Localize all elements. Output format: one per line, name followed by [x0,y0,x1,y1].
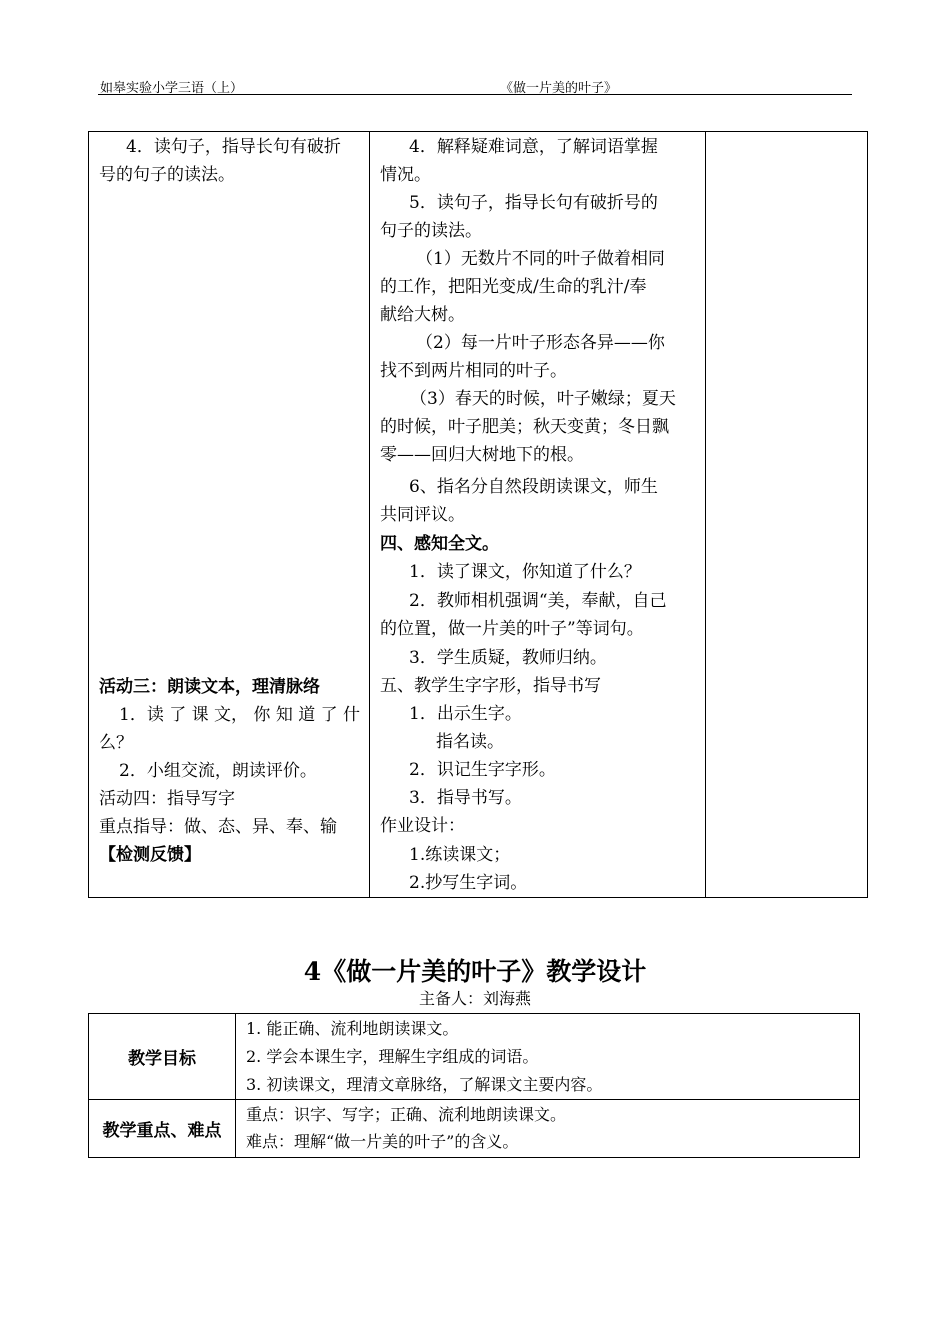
section-heading: 四、感知全文。 [380,534,499,554]
page-header [98,76,852,95]
text-line: （3）春天的时候，叶子嫩绿；夏天 [410,389,676,409]
text-line: 1．读了课文，你知道了什么？ [409,562,641,582]
objectives-table [88,1013,860,1158]
objectives-content [236,1014,859,1099]
text-line: 的工作，把阳光变成/生命的乳汁/奉 [380,277,647,297]
text-line: 句子的读法。 [380,221,482,241]
text-line: 的位置，做一片美的叶子”等词句。 [380,619,644,639]
lesson-process-table [88,131,868,898]
text-line: 重点指导：做、态、异、奉、输 [99,817,337,837]
objective-item: 2. 学会本课生字，理解生字组成的词语。 [246,1047,539,1066]
text-line: 3．学生质疑，教师归纳。 [409,648,607,668]
text-line: 1．出示生字。 [409,704,522,724]
text-line: 么？ [99,733,133,753]
key-points-row [89,1100,859,1157]
preparer: 主备人：刘海燕 [418,989,531,1008]
activity-heading: 活动四：指导写字 [99,789,235,809]
feedback-heading: 【检测反馈】 [99,845,201,865]
objectives-row [89,1014,859,1100]
activity-heading: 活动三：朗读文本，理清脉络 [99,677,320,697]
key-points-label: 教学重点、难点 [89,1100,236,1157]
text-line: 找不到两片相同的叶子。 [380,361,567,381]
key-points-content [236,1100,859,1157]
text-line: 情况。 [380,165,431,185]
notes-column [706,132,867,897]
text-line: 2．教师相机强调“美，奉献，自己 [409,591,667,611]
header-lesson-title: 《做一片美的叶子》 [500,81,618,96]
section-heading: 五、教学生字字形，指导书写 [380,676,601,696]
objective-item: 1. 能正确、流利地朗读课文。 [246,1019,459,1038]
homework-item: 1.练读课文； [409,845,511,865]
text-line: 4．解释疑难词意，了解词语掌握 [409,137,658,157]
header-school: 如皋实验小学三语（上） [100,81,244,96]
text-line: 零——回归大树地下的根。 [380,445,584,465]
teacher-activity-column [370,132,706,897]
text-line: 5．读句子，指导长句有破折号的 [409,193,658,213]
objective-item: 3. 初读课文，理清文章脉络，了解课文主要内容。 [246,1075,603,1094]
text-line: 1．读 了 课 文， 你 知 道 了 什 [119,705,361,725]
text-line: （2）每一片叶子形态各异——你 [416,333,665,353]
text-line: 2．识记生字字形。 [409,760,556,780]
document-title: 4《做一片美的叶子》教学设计 [303,957,647,986]
student-activity-column [89,132,370,897]
homework-item: 2.抄写生字词。 [409,873,528,893]
text-line: 6、指名分自然段朗读课文，师生 [409,477,658,497]
key-point-item: 难点：理解“做一片美的叶子”的含义。 [246,1132,519,1151]
text-line: 献给大树。 [380,305,465,325]
homework-heading: 作业设计： [380,816,465,836]
objectives-label: 教学目标 [89,1014,236,1099]
text-line: 号的句子的读法。 [99,165,235,185]
text-line: 2．小组交流，朗读评价。 [119,761,317,781]
text-line: 3．指导书写。 [409,788,522,808]
text-line: 4．读句子，指导长句有破折 [126,137,341,157]
key-point-item: 重点：识字、写字；正确、流利地朗读课文。 [246,1105,567,1124]
text-line: （1）无数片不同的叶子做着相同 [416,249,665,269]
text-line: 共同评议。 [380,505,465,525]
text-line: 指名读。 [436,732,504,752]
text-line: 的时候，叶子肥美；秋天变黄；冬日飘 [380,417,669,437]
